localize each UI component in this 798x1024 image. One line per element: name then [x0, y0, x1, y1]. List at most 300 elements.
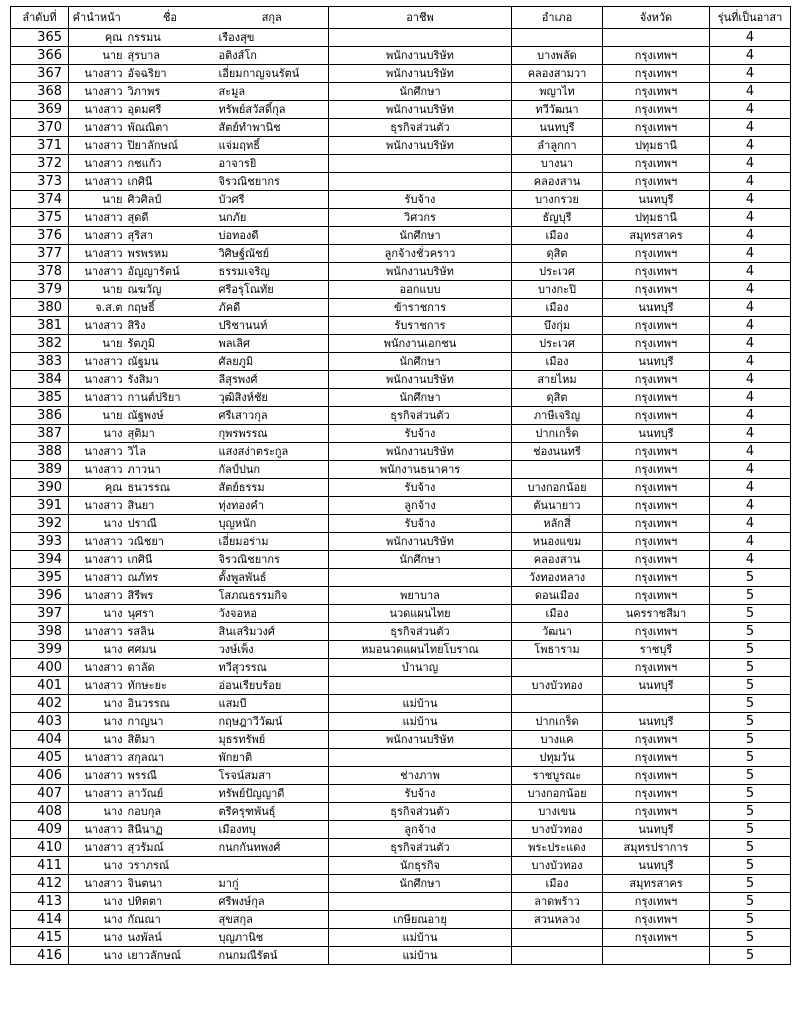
row-number-cell: 416 [11, 947, 69, 965]
table-row [11, 227, 791, 245]
first-name-cell: ณฆวัญ [125, 281, 216, 299]
generation-cell: 5 [710, 623, 791, 641]
district-cell: ปากเกร็ด [512, 425, 603, 443]
generation-cell: 4 [710, 155, 791, 173]
first-name-cell: กาญนา [125, 713, 216, 731]
title-cell: นางสาว [69, 659, 125, 677]
district-cell: เมือง [512, 875, 603, 893]
last-name-cell: สัตย์ทำพานิช [216, 119, 329, 137]
table-row [11, 875, 791, 893]
generation-cell: 4 [710, 119, 791, 137]
first-name-cell: ปิยาลักษณ์ [125, 137, 216, 155]
row-number-cell: 368 [11, 83, 69, 101]
table-row [11, 209, 791, 227]
header-first-name: ชื่อ [125, 7, 216, 29]
district-cell [512, 461, 603, 479]
row-number-cell: 382 [11, 335, 69, 353]
generation-cell: 5 [710, 749, 791, 767]
first-name-cell: ลาวัณย์ [125, 785, 216, 803]
province-cell: กรุงเทพฯ [603, 407, 710, 425]
district-cell: บางเขน [512, 803, 603, 821]
occupation-cell: แม่บ้าน [329, 695, 512, 713]
province-cell: กรุงเทพฯ [603, 281, 710, 299]
province-cell: สมุทรสาคร [603, 227, 710, 245]
district-cell: คลองสาน [512, 173, 603, 191]
first-name-cell: วราภรณ์ [125, 857, 216, 875]
title-cell: นางสาว [69, 875, 125, 893]
table-row [11, 767, 791, 785]
generation-cell: 5 [710, 821, 791, 839]
generation-cell: 4 [710, 299, 791, 317]
first-name-cell: จินตนา [125, 875, 216, 893]
last-name-cell: วิศิษฐ์ณัชย์ [216, 245, 329, 263]
row-number-cell: 398 [11, 623, 69, 641]
table-row [11, 263, 791, 281]
district-cell: บางพลัด [512, 47, 603, 65]
last-name-cell: อ่อนเรียบร้อย [216, 677, 329, 695]
first-name-cell: สิติมา [125, 731, 216, 749]
last-name-cell: ทรัพย์ปัญญาดี [216, 785, 329, 803]
district-cell: เมือง [512, 299, 603, 317]
title-cell: นาง [69, 515, 125, 533]
row-number-cell: 367 [11, 65, 69, 83]
occupation-cell: พนักงานบริษัท [329, 101, 512, 119]
row-number-cell: 393 [11, 533, 69, 551]
generation-cell: 4 [710, 137, 791, 155]
title-cell: คุณ [69, 29, 125, 47]
first-name-cell: สุดดี [125, 209, 216, 227]
table-row [11, 677, 791, 695]
generation-cell: 4 [710, 371, 791, 389]
province-cell: กรุงเทพฯ [603, 749, 710, 767]
row-number-cell: 387 [11, 425, 69, 443]
first-name-cell: ณัฐมน [125, 353, 216, 371]
occupation-cell: รับจ้าง [329, 479, 512, 497]
province-cell: กรุงเทพฯ [603, 623, 710, 641]
generation-cell: 4 [710, 83, 791, 101]
row-number-cell: 388 [11, 443, 69, 461]
occupation-cell: รับจ้าง [329, 515, 512, 533]
occupation-cell: พนักงานเอกชน [329, 335, 512, 353]
last-name-cell: เอี่ยมอร่าม [216, 533, 329, 551]
occupation-cell: นักศึกษา [329, 83, 512, 101]
province-cell: กรุงเทพฯ [603, 461, 710, 479]
first-name-cell: อัจฉริยา [125, 65, 216, 83]
row-number-cell: 389 [11, 461, 69, 479]
last-name-cell: แจ่มฤทธิ์ [216, 137, 329, 155]
district-cell: หนองแขม [512, 533, 603, 551]
row-number-cell: 406 [11, 767, 69, 785]
district-cell [512, 659, 603, 677]
province-cell: กรุงเทพฯ [603, 587, 710, 605]
generation-cell: 5 [710, 659, 791, 677]
province-cell: กรุงเทพฯ [603, 47, 710, 65]
district-cell: โพธาราม [512, 641, 603, 659]
table-row [11, 29, 791, 47]
title-cell: นางสาว [69, 389, 125, 407]
district-cell: พญาไท [512, 83, 603, 101]
row-number-cell: 369 [11, 101, 69, 119]
table-row [11, 947, 791, 965]
table-row [11, 839, 791, 857]
province-cell: กรุงเทพฯ [603, 659, 710, 677]
title-cell: นาย [69, 335, 125, 353]
first-name-cell: สินยา [125, 497, 216, 515]
title-cell: นางสาว [69, 263, 125, 281]
row-number-cell: 380 [11, 299, 69, 317]
table-row [11, 65, 791, 83]
occupation-cell: รับจ้าง [329, 785, 512, 803]
province-cell: กรุงเทพฯ [603, 785, 710, 803]
row-number-cell: 384 [11, 371, 69, 389]
last-name-cell [216, 857, 329, 875]
table-row [11, 857, 791, 875]
first-name-cell: สิริง [125, 317, 216, 335]
first-name-cell: ศศมน [125, 641, 216, 659]
district-cell: ตันนายาว [512, 497, 603, 515]
table-row [11, 281, 791, 299]
district-cell: ลำลูกกา [512, 137, 603, 155]
last-name-cell: ศัลยภูมิ [216, 353, 329, 371]
table-row [11, 731, 791, 749]
province-cell: กรุงเทพฯ [603, 335, 710, 353]
occupation-cell: ข้าราชการ [329, 299, 512, 317]
province-cell: นนทบุรี [603, 713, 710, 731]
last-name-cell: วงษ์เพ็ง [216, 641, 329, 659]
row-number-cell: 383 [11, 353, 69, 371]
first-name-cell: สินีนาฏ [125, 821, 216, 839]
generation-cell: 5 [710, 929, 791, 947]
table-body [11, 29, 791, 965]
first-name-cell: พรพรหม [125, 245, 216, 263]
row-number-cell: 396 [11, 587, 69, 605]
last-name-cell: ศรีพงษ์กุล [216, 893, 329, 911]
row-number-cell: 377 [11, 245, 69, 263]
province-cell: นนทบุรี [603, 353, 710, 371]
occupation-cell: พนักงานบริษัท [329, 533, 512, 551]
title-cell: นางสาว [69, 83, 125, 101]
title-cell: นางสาว [69, 821, 125, 839]
row-number-cell: 400 [11, 659, 69, 677]
row-number-cell: 370 [11, 119, 69, 137]
occupation-cell: พนักงานบริษัท [329, 65, 512, 83]
first-name-cell: สุวรัมณ์ [125, 839, 216, 857]
district-cell: พระประแดง [512, 839, 603, 857]
district-cell: เมือง [512, 353, 603, 371]
district-cell: หลักสี่ [512, 515, 603, 533]
generation-cell: 4 [710, 317, 791, 335]
first-name-cell: สุริสา [125, 227, 216, 245]
district-cell: ธัญบุรี [512, 209, 603, 227]
last-name-cell: จิรวณิชยากร [216, 551, 329, 569]
table-row [11, 191, 791, 209]
row-number-cell: 385 [11, 389, 69, 407]
generation-cell: 5 [710, 731, 791, 749]
province-cell: กรุงเทพฯ [603, 371, 710, 389]
first-name-cell: สุรบาล [125, 47, 216, 65]
occupation-cell: นักธุรกิจ [329, 857, 512, 875]
first-name-cell: สิรีพร [125, 587, 216, 605]
district-cell [512, 929, 603, 947]
generation-cell: 4 [710, 65, 791, 83]
row-number-cell: 410 [11, 839, 69, 857]
district-cell: บางบัวทอง [512, 821, 603, 839]
row-number-cell: 412 [11, 875, 69, 893]
district-cell: บางกะปิ [512, 281, 603, 299]
table-row [11, 119, 791, 137]
first-name-cell: เกศินี [125, 173, 216, 191]
province-cell: กรุงเทพฯ [603, 929, 710, 947]
first-name-cell: วิภาพร [125, 83, 216, 101]
generation-cell: 4 [710, 497, 791, 515]
title-cell: นางสาว [69, 371, 125, 389]
occupation-cell [329, 749, 512, 767]
first-name-cell: กชแก้ว [125, 155, 216, 173]
table-row [11, 497, 791, 515]
province-cell: ราชบุรี [603, 641, 710, 659]
last-name-cell: มุธรทรัพย์ [216, 731, 329, 749]
last-name-cell: ทรัพย์สวัสดิ์กุล [216, 101, 329, 119]
province-cell: กรุงเทพฯ [603, 245, 710, 263]
first-name-cell: ณภัทร [125, 569, 216, 587]
row-number-cell: 381 [11, 317, 69, 335]
district-cell: ประเวศ [512, 263, 603, 281]
district-cell: ทวีวัฒนา [512, 101, 603, 119]
district-cell: เมือง [512, 227, 603, 245]
last-name-cell: บุญภานิช [216, 929, 329, 947]
first-name-cell: ณัฐพงษ์ [125, 407, 216, 425]
title-cell: นาย [69, 281, 125, 299]
table-row [11, 695, 791, 713]
title-cell: นางสาว [69, 137, 125, 155]
row-number-cell: 373 [11, 173, 69, 191]
district-cell: สายไหม [512, 371, 603, 389]
row-number-cell: 375 [11, 209, 69, 227]
occupation-cell: บำนาญ [329, 659, 512, 677]
last-name-cell: แสงสง่าตระกูล [216, 443, 329, 461]
table-row [11, 551, 791, 569]
generation-cell: 5 [710, 839, 791, 857]
last-name-cell: ลีสุรพงศ์ [216, 371, 329, 389]
generation-cell: 4 [710, 461, 791, 479]
generation-cell: 5 [710, 677, 791, 695]
first-name-cell: อัญญารัตน์ [125, 263, 216, 281]
province-cell: กรุงเทพฯ [603, 65, 710, 83]
last-name-cell: กนกกันทพงศ์ [216, 839, 329, 857]
occupation-cell: ธุรกิจส่วนตัว [329, 407, 512, 425]
generation-cell: 4 [710, 389, 791, 407]
last-name-cell: บ่อทองดี [216, 227, 329, 245]
table-row [11, 911, 791, 929]
title-cell: นาง [69, 731, 125, 749]
row-number-cell: 371 [11, 137, 69, 155]
generation-cell: 5 [710, 605, 791, 623]
province-cell [603, 947, 710, 965]
first-name-cell: อุดมศรี [125, 101, 216, 119]
volunteer-table [10, 6, 791, 965]
first-name-cell: วณิชยา [125, 533, 216, 551]
last-name-cell: ปริชานนท์ [216, 317, 329, 335]
occupation-cell: พนักงานบริษัท [329, 371, 512, 389]
header-province: จังหวัด [603, 7, 710, 29]
district-cell: ดุสิต [512, 245, 603, 263]
district-cell: บางบัวทอง [512, 857, 603, 875]
generation-cell: 5 [710, 587, 791, 605]
province-cell: กรุงเทพฯ [603, 569, 710, 587]
table-row [11, 479, 791, 497]
table-row [11, 641, 791, 659]
province-cell: กรุงเทพฯ [603, 515, 710, 533]
table-row [11, 587, 791, 605]
province-cell: กรุงเทพฯ [603, 317, 710, 335]
title-cell: นางสาว [69, 209, 125, 227]
table-row [11, 407, 791, 425]
generation-cell: 5 [710, 713, 791, 731]
generation-cell: 4 [710, 173, 791, 191]
title-cell: นาง [69, 803, 125, 821]
title-cell: นางสาว [69, 623, 125, 641]
last-name-cell: ทุ่งทองคำ [216, 497, 329, 515]
last-name-cell: เรืองสุข [216, 29, 329, 47]
district-cell: ภาษีเจริญ [512, 407, 603, 425]
occupation-cell: รับจ้าง [329, 191, 512, 209]
occupation-cell: ลูกจ้างชั่วคราว [329, 245, 512, 263]
first-name-cell: ทักษะยะ [125, 677, 216, 695]
province-cell: สมุทรสาคร [603, 875, 710, 893]
generation-cell: 5 [710, 803, 791, 821]
generation-cell: 4 [710, 263, 791, 281]
first-name-cell: กัณณา [125, 911, 216, 929]
last-name-cell: ศรีเสาวกุล [216, 407, 329, 425]
district-cell: ปทุมวัน [512, 749, 603, 767]
first-name-cell: ภาวนา [125, 461, 216, 479]
occupation-cell: นักศึกษา [329, 389, 512, 407]
province-cell: กรุงเทพฯ [603, 389, 710, 407]
first-name-cell: พรรณี [125, 767, 216, 785]
generation-cell: 4 [710, 29, 791, 47]
province-cell: นนทบุรี [603, 299, 710, 317]
title-cell: นางสาว [69, 101, 125, 119]
table-row [11, 605, 791, 623]
generation-cell: 5 [710, 695, 791, 713]
province-cell: กรุงเทพฯ [603, 767, 710, 785]
occupation-cell: หมอนวดแผนไทยโบราณ [329, 641, 512, 659]
title-cell: นางสาว [69, 353, 125, 371]
generation-cell: 4 [710, 353, 791, 371]
district-cell: บางกอกน้อย [512, 479, 603, 497]
district-cell: คลองสามวา [512, 65, 603, 83]
header-district: อำเภอ [512, 7, 603, 29]
last-name-cell: ธรรมเจริญ [216, 263, 329, 281]
province-cell: กรุงเทพฯ [603, 155, 710, 173]
occupation-cell: นักศึกษา [329, 875, 512, 893]
first-name-cell: ดาลัด [125, 659, 216, 677]
table-row [11, 371, 791, 389]
province-cell: กรุงเทพฯ [603, 497, 710, 515]
occupation-cell: ช่างภาพ [329, 767, 512, 785]
title-cell: นางสาว [69, 551, 125, 569]
row-number-cell: 409 [11, 821, 69, 839]
first-name-cell: สกุลณา [125, 749, 216, 767]
occupation-cell: นักศึกษา [329, 353, 512, 371]
table-row [11, 137, 791, 155]
last-name-cell: สัตย์ธรรม [216, 479, 329, 497]
district-cell: วังทองหลาง [512, 569, 603, 587]
last-name-cell: นกภัย [216, 209, 329, 227]
occupation-cell: แม่บ้าน [329, 947, 512, 965]
last-name-cell: บุญหนัก [216, 515, 329, 533]
title-cell: นาง [69, 857, 125, 875]
row-number-cell: 378 [11, 263, 69, 281]
title-cell: นางสาว [69, 119, 125, 137]
table-row [11, 515, 791, 533]
district-cell: ช่องนนทรี [512, 443, 603, 461]
title-cell: นางสาว [69, 785, 125, 803]
row-number-cell: 395 [11, 569, 69, 587]
table-row [11, 173, 791, 191]
district-cell: บึงกุ่ม [512, 317, 603, 335]
header-last-name: สกุล [216, 7, 329, 29]
last-name-cell: บัวศรี [216, 191, 329, 209]
row-number-cell: 391 [11, 497, 69, 515]
title-cell: นางสาว [69, 839, 125, 857]
first-name-cell: รังสิมา [125, 371, 216, 389]
generation-cell: 4 [710, 191, 791, 209]
row-number-cell: 402 [11, 695, 69, 713]
province-cell: นนทบุรี [603, 821, 710, 839]
row-number-cell: 411 [11, 857, 69, 875]
province-cell: กรุงเทพฯ [603, 443, 710, 461]
title-cell: นาง [69, 929, 125, 947]
table-row [11, 569, 791, 587]
province-cell [603, 695, 710, 713]
title-cell: นางสาว [69, 677, 125, 695]
district-cell: ปากเกร็ด [512, 713, 603, 731]
last-name-cell: โสภณธรรมกิจ [216, 587, 329, 605]
header-row [11, 7, 791, 29]
occupation-cell: ลูกจ้าง [329, 821, 512, 839]
occupation-cell: รับราชการ [329, 317, 512, 335]
generation-cell: 4 [710, 533, 791, 551]
header-title: คำนำหน้า [69, 7, 125, 29]
generation-cell: 5 [710, 875, 791, 893]
generation-cell: 4 [710, 515, 791, 533]
title-cell: นางสาว [69, 155, 125, 173]
province-cell: กรุงเทพฯ [603, 83, 710, 101]
district-cell: บางนา [512, 155, 603, 173]
row-number-cell: 404 [11, 731, 69, 749]
row-number-cell: 405 [11, 749, 69, 767]
generation-cell: 4 [710, 47, 791, 65]
last-name-cell: สุขสกุล [216, 911, 329, 929]
occupation-cell: วิศวกร [329, 209, 512, 227]
occupation-cell: เกษียณอายุ [329, 911, 512, 929]
province-cell: กรุงเทพฯ [603, 173, 710, 191]
last-name-cell: ทวีสุวรรณ [216, 659, 329, 677]
title-cell: นางสาว [69, 461, 125, 479]
generation-cell: 4 [710, 227, 791, 245]
occupation-cell: แม่บ้าน [329, 929, 512, 947]
province-cell: กรุงเทพฯ [603, 911, 710, 929]
volunteer-list-sheet [10, 6, 791, 965]
title-cell: นาง [69, 605, 125, 623]
district-cell: สวนหลวง [512, 911, 603, 929]
occupation-cell: นวดแผนไทย [329, 605, 512, 623]
occupation-cell: ออกแบบ [329, 281, 512, 299]
first-name-cell: เยาวลักษณ์ [125, 947, 216, 965]
province-cell: กรุงเทพฯ [603, 803, 710, 821]
last-name-cell: กนกมณีรัตน์ [216, 947, 329, 965]
